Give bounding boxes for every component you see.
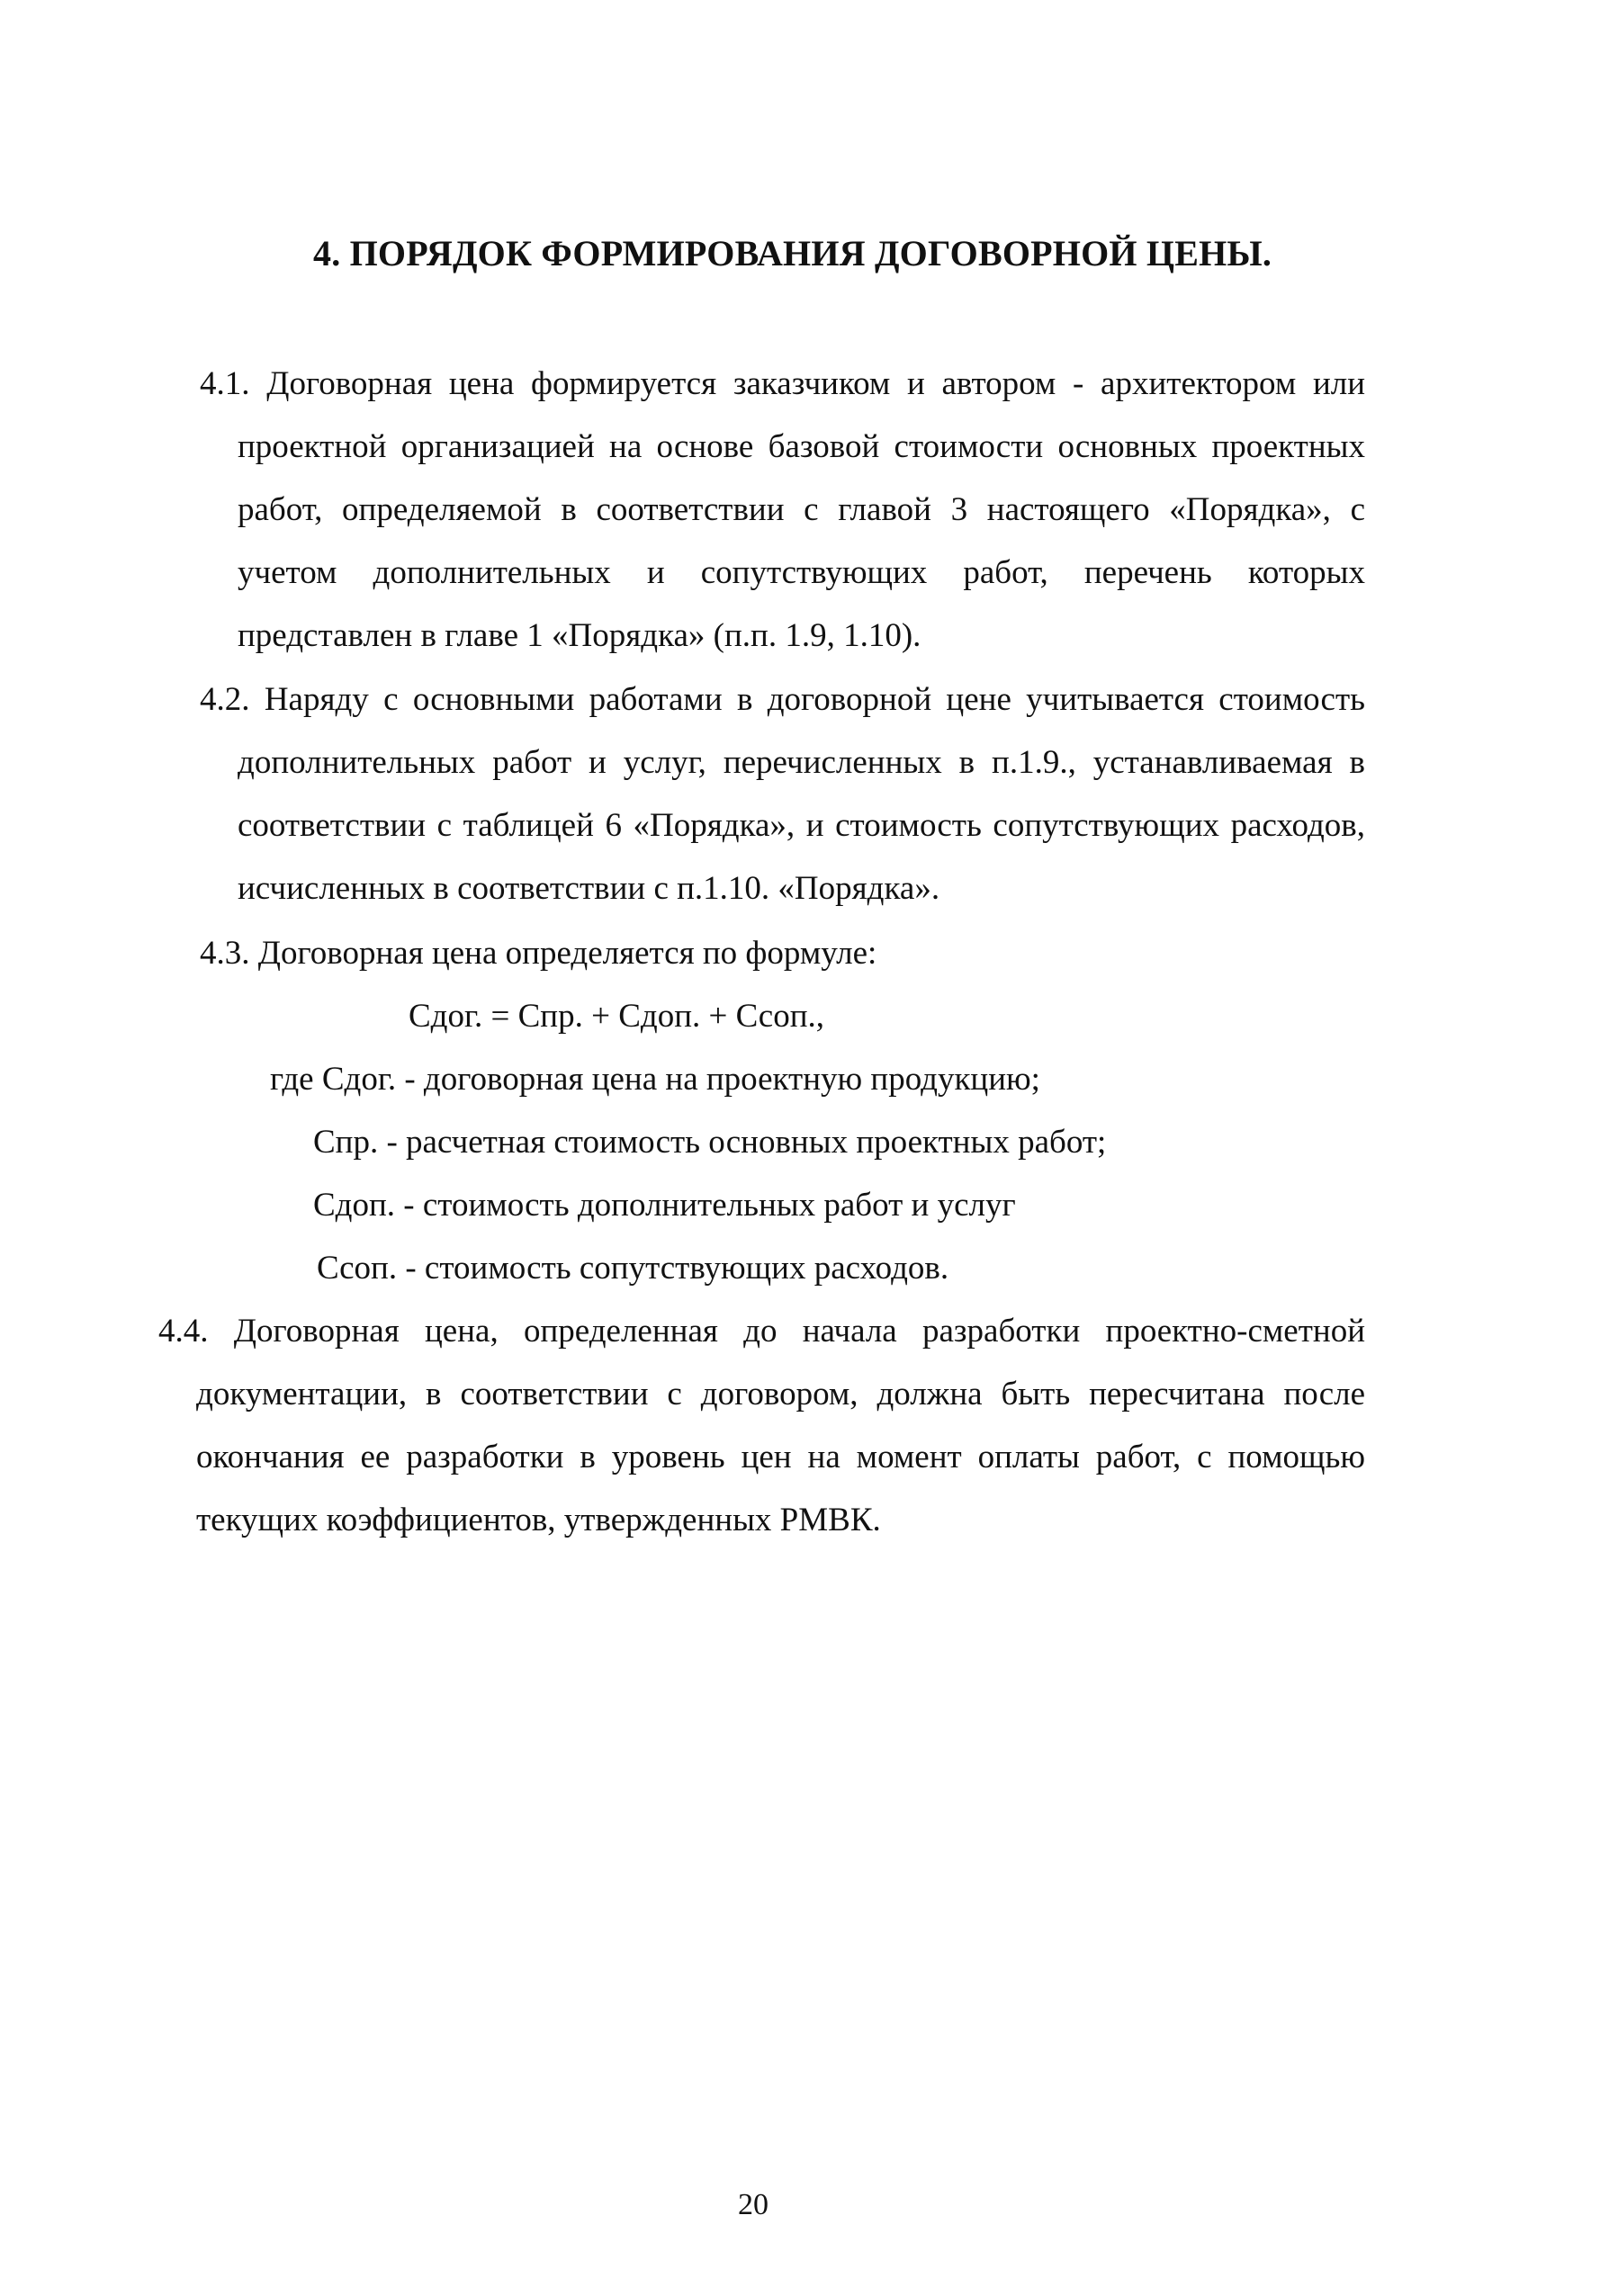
paragraph-4-3 bbox=[200, 922, 876, 985]
price-formula: Сдог. = Спр. + Сдоп. + Ссоп., bbox=[409, 998, 824, 1035]
paragraph-4-2 bbox=[200, 668, 1366, 920]
definition-related-cost: Ссоп. - стоимость сопутствующих расходов. bbox=[317, 1250, 949, 1287]
paragraph-4-1-text: Договорная цена формируется заказчиком и автором - архитектором или проектной организацией на основе базовой стоимости основных проектных работ, определяемой в соответствии с главой 3 настоящего «Порядка», с учетом дополнительных и сопутствующих работ, перечень которых представлен в главе 1 «Порядка» (п.п. 1.9, 1.10). bbox=[238, 365, 1366, 654]
paragraph-4-4 bbox=[158, 1300, 1365, 1552]
definition-design-cost: Спр. - расчетная стоимость основных проектных работ; bbox=[313, 1124, 1107, 1161]
definition-contract-price: где Сдог. - договорная цена на проектную продукцию; bbox=[270, 1061, 1040, 1098]
paragraph-4-2-number: 4.2. bbox=[200, 681, 250, 718]
paragraph-4-3-number: 4.3. bbox=[200, 935, 250, 972]
definition-additional-cost: Сдоп. - стоимость дополнительных работ и услуг bbox=[313, 1187, 1016, 1224]
paragraph-4-1-number: 4.1. bbox=[200, 365, 250, 402]
paragraph-4-3-text: Договорная цена определяется по формуле: bbox=[257, 935, 877, 972]
paragraph-4-4-text: Договорная цена, определенная до начала разработки проектно-сметной документации, в соответствии с договором, должна быть пересчитана после окончания ее разработки в уровень цен на момент оплаты работ, с помощью текущих коэффициентов, утвержденных РМВК. bbox=[196, 1313, 1365, 1538]
page-number: 20 bbox=[738, 2188, 769, 2221]
paragraph-4-1 bbox=[200, 353, 1366, 668]
section-heading: 4. ПОРЯДОК ФОРМИРОВАНИЯ ДОГОВОРНОЙ ЦЕНЫ. bbox=[313, 233, 1272, 274]
paragraph-4-4-number: 4.4. bbox=[158, 1313, 209, 1350]
paragraph-4-2-text: Наряду с основными работами в договорной цене учитывается стоимость дополнительных работ и услуг, перечисленных в п.1.9., устанавливаемая в соответствии с таблицей 6 «Порядка», и стоимость сопутствующих расходов, исчисленных в соответствии с п.1.10. «Порядка». bbox=[238, 681, 1366, 907]
